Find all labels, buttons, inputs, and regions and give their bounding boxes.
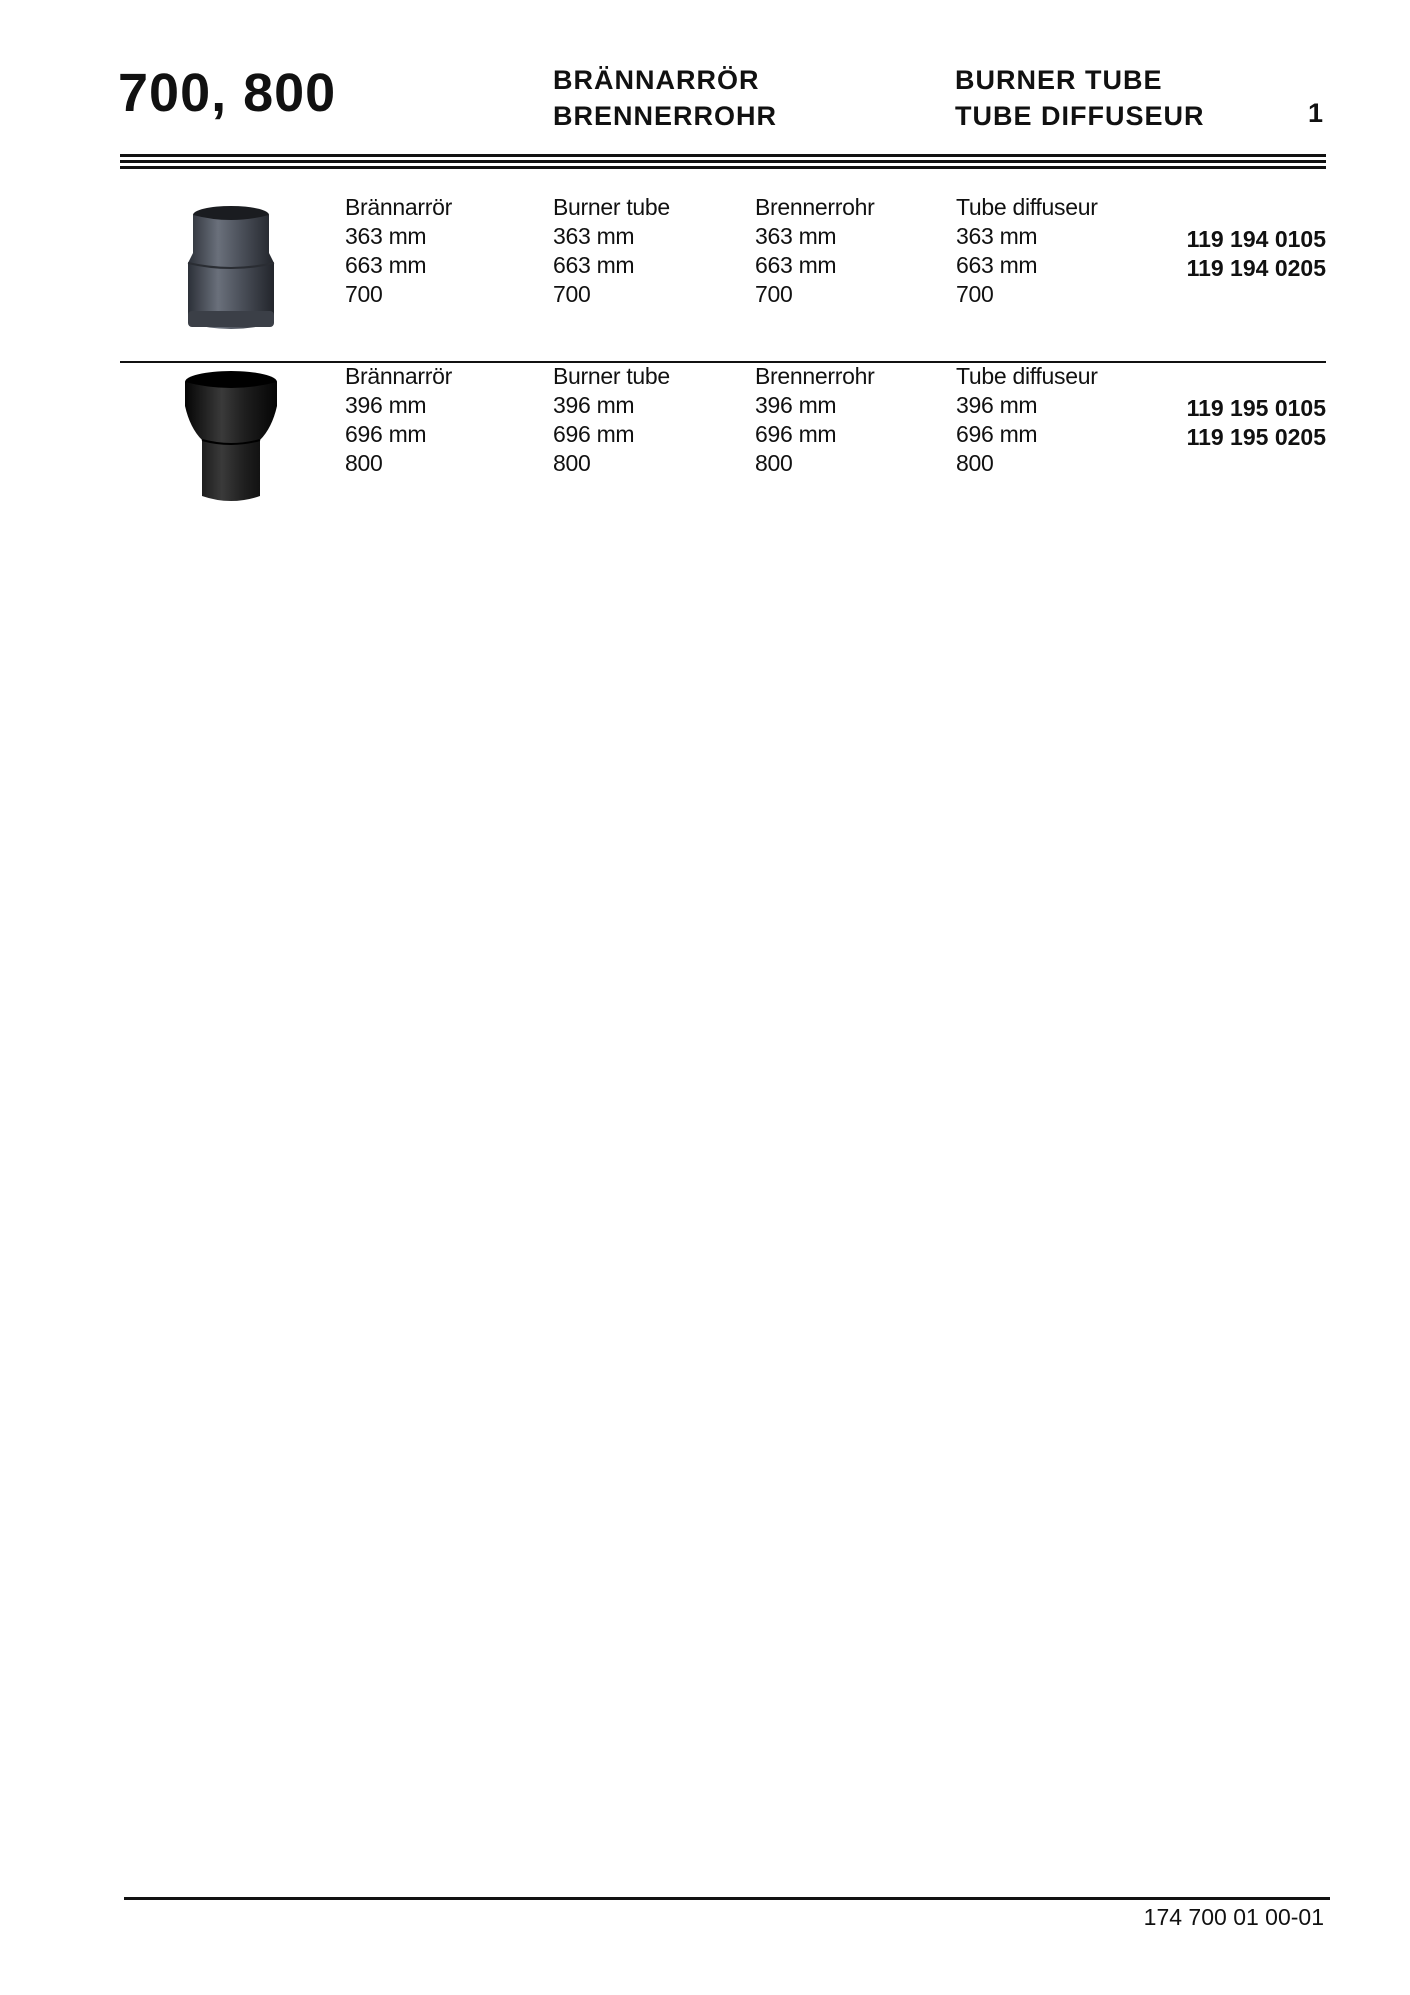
cell: Burner tube bbox=[553, 194, 670, 220]
burner-tube-grey-icon bbox=[176, 203, 286, 343]
cell: 663 mm bbox=[345, 252, 427, 278]
cell: Tube diffuseur bbox=[956, 363, 1098, 389]
part-numbers bbox=[1187, 394, 1326, 452]
cell: 700 bbox=[755, 281, 793, 307]
column-french bbox=[956, 362, 1098, 478]
part-number: 119 194 0105 bbox=[1186, 226, 1326, 252]
part-number: 119 194 0205 bbox=[1186, 255, 1326, 281]
cell: 663 mm bbox=[755, 252, 837, 278]
cell: 363 mm bbox=[345, 223, 427, 249]
cell: 396 mm bbox=[345, 392, 427, 418]
cell: Tube diffuseur bbox=[956, 194, 1098, 220]
part-number: 119 195 0205 bbox=[1186, 424, 1326, 450]
cell: Brennerrohr bbox=[755, 194, 875, 220]
header-swedish: BRÄNNARRÖR bbox=[553, 65, 760, 95]
cell: Brennerrohr bbox=[755, 363, 875, 389]
burner-tube-black-icon bbox=[176, 368, 286, 508]
column-swedish bbox=[345, 193, 452, 309]
cell: 363 mm bbox=[956, 223, 1038, 249]
header-rule bbox=[120, 160, 1326, 163]
header-title-en-fr bbox=[955, 62, 1205, 134]
cell: 700 bbox=[553, 281, 591, 307]
cell: 696 mm bbox=[755, 421, 837, 447]
column-swedish bbox=[345, 362, 452, 478]
column-english bbox=[553, 193, 670, 309]
cell: 396 mm bbox=[956, 392, 1038, 418]
cell: Burner tube bbox=[553, 363, 670, 389]
page-number: 1 bbox=[1308, 98, 1324, 128]
cell: 800 bbox=[755, 450, 793, 476]
cell: 663 mm bbox=[956, 252, 1038, 278]
cell: 696 mm bbox=[956, 421, 1038, 447]
column-german bbox=[755, 362, 874, 478]
cell: 800 bbox=[345, 450, 383, 476]
cell: Brännarrör bbox=[345, 194, 452, 220]
footer-rule bbox=[124, 1897, 1330, 1900]
part-numbers bbox=[1187, 225, 1326, 283]
cell: 696 mm bbox=[553, 421, 635, 447]
header-rule bbox=[120, 154, 1326, 157]
cell: Brännarrör bbox=[345, 363, 452, 389]
header-rule bbox=[120, 166, 1326, 169]
header-title-sv-de bbox=[553, 62, 777, 134]
cell: 396 mm bbox=[755, 392, 837, 418]
part-row bbox=[0, 193, 1410, 343]
column-french bbox=[956, 193, 1098, 309]
cell: 696 mm bbox=[345, 421, 427, 447]
cell: 800 bbox=[553, 450, 591, 476]
cell: 363 mm bbox=[553, 223, 635, 249]
cell: 663 mm bbox=[553, 252, 635, 278]
column-german bbox=[755, 193, 874, 309]
cell: 700 bbox=[956, 281, 994, 307]
part-row bbox=[0, 362, 1410, 512]
cell: 800 bbox=[956, 450, 994, 476]
column-english bbox=[553, 362, 670, 478]
header-english: BURNER TUBE bbox=[955, 65, 1163, 95]
header-german: BRENNERROHR bbox=[553, 101, 778, 131]
footer-code: 174 700 01 00-01 bbox=[1143, 1904, 1324, 1930]
cell: 396 mm bbox=[553, 392, 635, 418]
cell: 363 mm bbox=[755, 223, 837, 249]
header-french: TUBE DIFFUSEUR bbox=[955, 101, 1205, 131]
part-number: 119 195 0105 bbox=[1186, 395, 1326, 421]
cell: 700 bbox=[345, 281, 383, 307]
model-title: 700, 800 bbox=[118, 63, 337, 123]
